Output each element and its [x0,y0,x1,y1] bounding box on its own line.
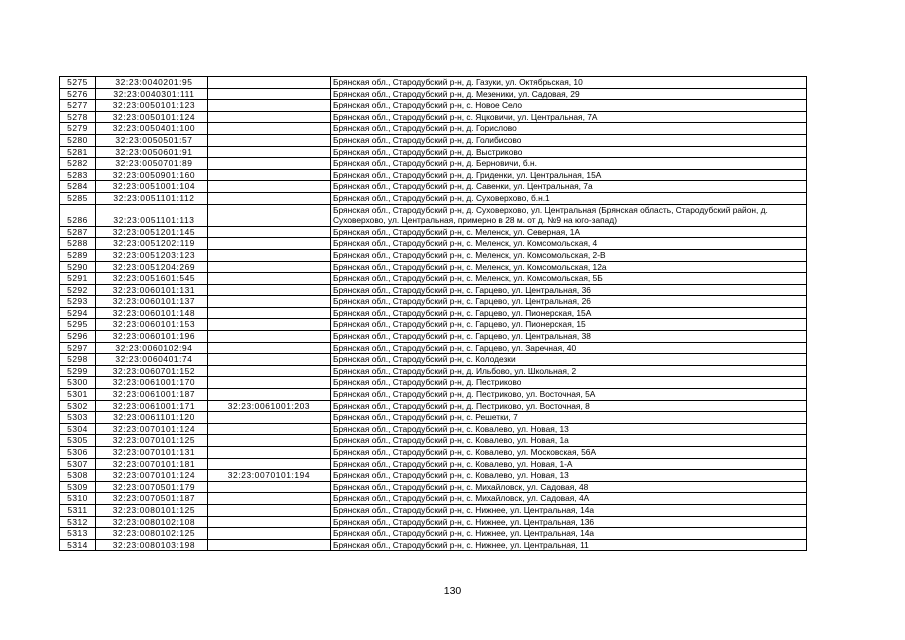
second-cadastral-number-cell [208,319,331,331]
table-row [60,528,807,540]
address-cell: Брянская обл., Стародубский р-н, с. Нижнее, ул. Центральная, 11 [331,539,807,551]
cadastral-number-cell: 32:23:0051202:119 [96,238,208,250]
table-row [60,181,807,193]
cadastral-number-cell: 32:23:0080102:125 [96,528,208,540]
second-cadastral-number-cell [208,88,331,100]
row-number-cell: 5280 [60,134,96,146]
address-cell: Брянская обл., Стародубский р-н, д. Пестриково, ул. Восточная, 5А [331,389,807,401]
second-cadastral-number-cell [208,516,331,528]
table-row [60,134,807,146]
table-row [60,377,807,389]
cadastral-number-cell: 32:23:0061101:120 [96,412,208,424]
cadastral-number-cell: 32:23:0050901:160 [96,169,208,181]
cadastral-number-cell: 32:23:0060101:196 [96,331,208,343]
row-number-cell: 5283 [60,169,96,181]
address-cell: Брянская обл., Стародубский р-н, с. Меленск, ул. Комсомольская, 4 [331,238,807,250]
second-cadastral-number-cell [208,77,331,89]
cadastral-number-cell: 32:23:0051101:112 [96,192,208,204]
row-number-cell: 5291 [60,273,96,285]
second-cadastral-number-cell [208,504,331,516]
address-cell: Брянская обл., Стародубский р-н, с. Ковалево, ул. Новая, 13 [331,423,807,435]
cadastral-number-cell: 32:23:0060102:94 [96,342,208,354]
address-cell: Брянская обл., Стародубский р-н, с. Нижнее, ул. Центральная, 14а [331,504,807,516]
second-cadastral-number-cell [208,181,331,193]
address-cell: Брянская обл., Стародубский р-н, с. Михайловск, ул. Садовая, 4А [331,493,807,505]
row-number-cell: 5311 [60,504,96,516]
row-number-cell: 5307 [60,458,96,470]
cadastral-number-cell: 32:23:0051201:145 [96,226,208,238]
table-row [60,158,807,170]
row-number-cell: 5278 [60,111,96,123]
address-cell: Брянская обл., Стародубский р-н, с. Яцковичи, ул. Центральная, 7А [331,111,807,123]
address-cell: Брянская обл., Стародубский р-н, д. Ильбово, ул. Школьная, 2 [331,365,807,377]
row-number-cell: 5310 [60,493,96,505]
row-number-cell: 5300 [60,377,96,389]
row-number-cell: 5285 [60,192,96,204]
address-cell: Брянская обл., Стародубский р-н, д. Газуки, ул. Октябрьская, 10 [331,77,807,89]
table-row [60,389,807,401]
cadastral-number-cell: 32:23:0070501:187 [96,493,208,505]
second-cadastral-number-cell [208,146,331,158]
cadastral-number-cell: 32:23:0050101:123 [96,100,208,112]
second-cadastral-number-cell [208,493,331,505]
address-cell: Брянская обл., Стародубский р-н, с. Меленск, ул. Комсомольская, 5Б [331,273,807,285]
second-cadastral-number-cell [208,539,331,551]
cadastral-number-cell: 32:23:0050101:124 [96,111,208,123]
table-row [60,400,807,412]
cadastral-number-cell: 32:23:0050701:89 [96,158,208,170]
table-row [60,273,807,285]
row-number-cell: 5302 [60,400,96,412]
row-number-cell: 5296 [60,331,96,343]
address-cell: Брянская обл., Стародубский р-н, с. Решетки, 7 [331,412,807,424]
second-cadastral-number-cell [208,123,331,135]
second-cadastral-number-cell [208,331,331,343]
cadastral-number-cell: 32:23:0060701:152 [96,365,208,377]
row-number-cell: 5301 [60,389,96,401]
second-cadastral-number-cell [208,261,331,273]
address-cell: Брянская обл., Стародубский р-н, с. Гарцево, ул. Центральная, 38 [331,331,807,343]
address-cell: Брянская обл., Стародубский р-н, д. Савенки, ул. Центральная, 7а [331,181,807,193]
table-row [60,226,807,238]
cadastral-number-cell: 32:23:0070101:124 [96,470,208,482]
table-body [60,77,807,551]
address-cell: Брянская обл., Стародубский р-н, с. Колодезки [331,354,807,366]
address-cell: Брянская обл., Стародубский р-н, д. Берновичи, б.н. [331,158,807,170]
table-row [60,204,807,226]
table-row [60,77,807,89]
address-cell: Брянская обл., Стародубский р-н, с. Нижнее, ул. Центральная, 14а [331,528,807,540]
second-cadastral-number-cell [208,296,331,308]
table-row [60,365,807,377]
row-number-cell: 5277 [60,100,96,112]
cadastral-number-cell: 32:23:0061001:187 [96,389,208,401]
address-cell: Брянская обл., Стародубский р-н, с. Гарцево, ул. Пионерская, 15 [331,319,807,331]
row-number-cell: 5287 [60,226,96,238]
second-cadastral-number-cell [208,365,331,377]
row-number-cell: 5293 [60,296,96,308]
row-number-cell: 5309 [60,481,96,493]
table-row [60,504,807,516]
cadastral-number-cell: 32:23:0061001:170 [96,377,208,389]
cadastral-number-cell: 32:23:0060101:148 [96,307,208,319]
cadastral-number-cell: 32:23:0060401:74 [96,354,208,366]
cadastral-number-cell: 32:23:0080102:108 [96,516,208,528]
cadastral-number-cell: 32:23:0060101:137 [96,296,208,308]
table-row [60,447,807,459]
table-row [60,412,807,424]
row-number-cell: 5306 [60,447,96,459]
row-number-cell: 5290 [60,261,96,273]
second-cadastral-number-cell [208,169,331,181]
table-row [60,458,807,470]
address-cell: Брянская обл., Стародубский р-н, с. Гарцево, ул. Заречная, 40 [331,342,807,354]
address-cell: Брянская обл., Стародубский р-н, с. Меленск, ул. Комсомольская, 2-В [331,249,807,261]
table-row [60,249,807,261]
cadastral-number-cell: 32:23:0070501:179 [96,481,208,493]
cadastral-number-cell: 32:23:0061001:171 [96,400,208,412]
cadastral-number-cell: 32:23:0051101:113 [96,204,208,226]
page-number: 130 [443,585,462,597]
cadastral-number-cell: 32:23:0051601:545 [96,273,208,285]
row-number-cell: 5299 [60,365,96,377]
row-number-cell: 5286 [60,204,96,226]
second-cadastral-number-cell [208,389,331,401]
address-cell: Брянская обл., Стародубский р-н, с. Меленск, ул. Комсомольская, 12а [331,261,807,273]
table-row [60,238,807,250]
cadastral-number-cell: 32:23:0070101:181 [96,458,208,470]
row-number-cell: 5298 [60,354,96,366]
address-cell: Брянская обл., Стародубский р-н, д. Голибисово [331,134,807,146]
second-cadastral-number-cell [208,204,331,226]
cadastral-number-cell: 32:23:0080101:125 [96,504,208,516]
second-cadastral-number-cell [208,307,331,319]
table-row [60,192,807,204]
property-register-table [59,76,807,551]
second-cadastral-number-cell [208,273,331,285]
row-number-cell: 5308 [60,470,96,482]
table-row [60,88,807,100]
row-number-cell: 5282 [60,158,96,170]
cadastral-number-cell: 32:23:0070101:124 [96,423,208,435]
address-cell: Брянская обл., Стародубский р-н, д. Горислово [331,123,807,135]
second-cadastral-number-cell [208,134,331,146]
address-cell: Брянская обл., Стародубский р-н, с. Ковалево, ул. Новая, 1-А [331,458,807,470]
address-cell: Брянская обл., Стародубский р-н, д. Мезеники, ул. Садовая, 29 [331,88,807,100]
second-cadastral-number-cell [208,249,331,261]
table-row [60,284,807,296]
address-cell: Брянская обл., Стародубский р-н, д. Пестриково [331,377,807,389]
cadastral-number-cell: 32:23:0040301:111 [96,88,208,100]
address-cell: Брянская обл., Стародубский р-н, с. Ковалево, ул. Новая, 1а [331,435,807,447]
second-cadastral-number-cell [208,354,331,366]
second-cadastral-number-cell [208,447,331,459]
cadastral-number-cell: 32:23:0080103:198 [96,539,208,551]
address-cell: Брянская обл., Стародубский р-н, с. Меленск, ул. Северная, 1А [331,226,807,238]
row-number-cell: 5312 [60,516,96,528]
second-cadastral-number-cell: 32:23:0070101:194 [208,470,331,482]
table-row [60,123,807,135]
table-row [60,435,807,447]
row-number-cell: 5284 [60,181,96,193]
address-cell: Брянская обл., Стародубский р-н, д. Суховерхово, б.н.1 [331,192,807,204]
cadastral-number-cell: 32:23:0060101:131 [96,284,208,296]
row-number-cell: 5305 [60,435,96,447]
row-number-cell: 5276 [60,88,96,100]
table-row [60,307,807,319]
address-cell: Брянская обл., Стародубский р-н, с. Ковалево, ул. Московская, 56А [331,447,807,459]
cadastral-number-cell: 32:23:0070101:125 [96,435,208,447]
row-number-cell: 5275 [60,77,96,89]
row-number-cell: 5304 [60,423,96,435]
table-row [60,261,807,273]
row-number-cell: 5314 [60,539,96,551]
table-row [60,539,807,551]
table-row [60,423,807,435]
row-number-cell: 5303 [60,412,96,424]
table-row [60,319,807,331]
second-cadastral-number-cell [208,158,331,170]
table-row [60,296,807,308]
row-number-cell: 5295 [60,319,96,331]
row-number-cell: 5288 [60,238,96,250]
table-row [60,331,807,343]
second-cadastral-number-cell [208,111,331,123]
row-number-cell: 5297 [60,342,96,354]
cadastral-number-cell: 32:23:0050501:57 [96,134,208,146]
address-cell: Брянская обл., Стародубский р-н, д. Гриденки, ул. Центральная, 15А [331,169,807,181]
row-number-cell: 5313 [60,528,96,540]
table-row [60,146,807,158]
row-number-cell: 5289 [60,249,96,261]
table-row [60,342,807,354]
address-cell: Брянская обл., Стародубский р-н, с. Гарцево, ул. Пионерская, 15А [331,307,807,319]
table-row [60,354,807,366]
cadastral-number-cell: 32:23:0050601:91 [96,146,208,158]
address-cell: Брянская обл., Стародубский р-н, с. Гарцево, ул. Центральная, 36 [331,284,807,296]
table-row [60,481,807,493]
second-cadastral-number-cell [208,458,331,470]
second-cadastral-number-cell [208,412,331,424]
second-cadastral-number-cell [208,435,331,447]
second-cadastral-number-cell [208,192,331,204]
address-cell: Брянская обл., Стародубский р-н, с. Михайловск, ул. Садовая, 48 [331,481,807,493]
cadastral-number-cell: 32:23:0070101:131 [96,447,208,459]
second-cadastral-number-cell: 32:23:0061001:203 [208,400,331,412]
address-cell: Брянская обл., Стародубский р-н, с. Ковалево, ул. Новая, 13 [331,470,807,482]
address-cell: Брянская обл., Стародубский р-н, д. Пестриково, ул. Восточная, 8 [331,400,807,412]
table-row [60,169,807,181]
table-row [60,111,807,123]
cadastral-number-cell: 32:23:0051204:269 [96,261,208,273]
table-row [60,493,807,505]
address-cell: Брянская обл., Стародубский р-н, д. Выстриково [331,146,807,158]
address-cell: Брянская обл., Стародубский р-н, с. Гарцево, ул. Центральная, 26 [331,296,807,308]
cadastral-number-cell: 32:23:0051001:104 [96,181,208,193]
second-cadastral-number-cell [208,284,331,296]
row-number-cell: 5281 [60,146,96,158]
cadastral-number-cell: 32:23:0050401:100 [96,123,208,135]
table-row [60,470,807,482]
row-number-cell: 5279 [60,123,96,135]
second-cadastral-number-cell [208,377,331,389]
address-cell: Брянская обл., Стародубский р-н, д. Суховерхово, ул. Центральная (Брянская область, Стародубский район, д. Суховерхово, ул. Центральная, примерно в 28 м. от д. №9 на юго-запад) [331,204,807,226]
row-number-cell: 5292 [60,284,96,296]
table-row [60,516,807,528]
second-cadastral-number-cell [208,238,331,250]
second-cadastral-number-cell [208,423,331,435]
address-cell: Брянская обл., Стародубский р-н, с. Новое Село [331,100,807,112]
cadastral-number-cell: 32:23:0060101:153 [96,319,208,331]
row-number-cell: 5294 [60,307,96,319]
second-cadastral-number-cell [208,528,331,540]
cadastral-number-cell: 32:23:0040201:95 [96,77,208,89]
address-cell: Брянская обл., Стародубский р-н, с. Нижнее, ул. Центральная, 136 [331,516,807,528]
second-cadastral-number-cell [208,100,331,112]
second-cadastral-number-cell [208,481,331,493]
cadastral-number-cell: 32:23:0051203:123 [96,249,208,261]
second-cadastral-number-cell [208,342,331,354]
table-row [60,100,807,112]
second-cadastral-number-cell [208,226,331,238]
